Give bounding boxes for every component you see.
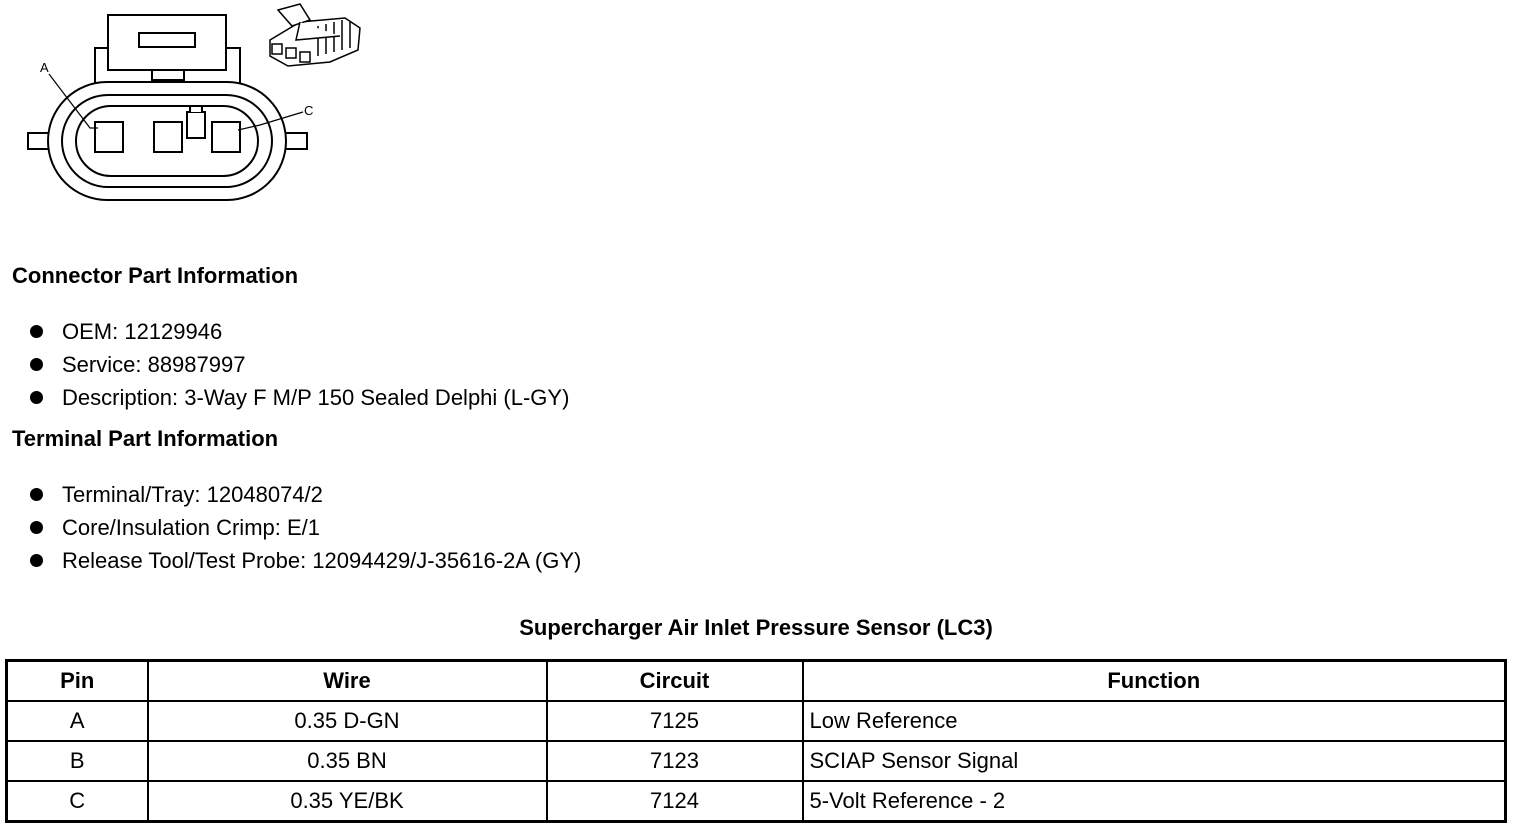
cell-function: SCIAP Sensor Signal bbox=[803, 741, 1506, 781]
table-title: Supercharger Air Inlet Pressure Sensor (LC3) bbox=[519, 615, 993, 640]
cell-wire: 0.35 YE/BK bbox=[148, 781, 547, 822]
pin-label-a: A bbox=[40, 60, 49, 75]
list-item-label: Release Tool/Test Probe: 12094429/J-35616-2A (GY) bbox=[62, 548, 582, 573]
cell-wire: 0.35 D-GN bbox=[148, 701, 547, 741]
bullet-icon bbox=[30, 488, 43, 501]
key-slot bbox=[187, 112, 205, 138]
cell-pin: C bbox=[7, 781, 148, 822]
table-row bbox=[7, 741, 1506, 781]
list-item-label: Core/Insulation Crimp: E/1 bbox=[62, 515, 320, 540]
cavity-b bbox=[154, 122, 182, 152]
list-item-label: Description: 3-Way F M/P 150 Sealed Delphi (L-GY) bbox=[62, 385, 570, 410]
pin-label-c: C bbox=[304, 103, 314, 118]
column-header-function: Function bbox=[803, 661, 1506, 702]
table-header-row bbox=[7, 661, 1506, 702]
table-row bbox=[7, 701, 1506, 741]
connector-latch bbox=[95, 15, 240, 84]
bullet-icon bbox=[30, 554, 43, 567]
bullet-icon bbox=[30, 521, 43, 534]
cell-wire: 0.35 BN bbox=[148, 741, 547, 781]
column-header-circuit: Circuit bbox=[547, 661, 803, 702]
list-item-label: Service: 88987997 bbox=[62, 352, 246, 377]
cell-pin: B bbox=[7, 741, 148, 781]
cell-pin: A bbox=[7, 701, 148, 741]
connector-part-info-heading: Connector Part Information bbox=[12, 263, 299, 288]
bullet-icon bbox=[30, 325, 43, 338]
cell-function: Low Reference bbox=[803, 701, 1506, 741]
list-item-label: OEM: 12129946 bbox=[62, 319, 223, 344]
connector-thumbnail bbox=[270, 4, 360, 66]
cell-function: 5-Volt Reference - 2 bbox=[803, 781, 1506, 822]
cavity-c bbox=[212, 122, 240, 152]
column-header-wire: Wire bbox=[148, 661, 547, 702]
column-header-pin: Pin bbox=[7, 661, 148, 702]
bullet-icon bbox=[30, 358, 43, 371]
cavity-a bbox=[95, 122, 123, 152]
pinout-table bbox=[5, 659, 1507, 823]
terminal-part-info-heading: Terminal Part Information bbox=[12, 426, 279, 451]
connector-diagram bbox=[0, 0, 400, 220]
cell-circuit: 7124 bbox=[547, 781, 803, 822]
cell-circuit: 7125 bbox=[547, 701, 803, 741]
bullet-icon bbox=[30, 391, 43, 404]
list-item-label: Terminal/Tray: 12048074/2 bbox=[62, 482, 323, 507]
table-row bbox=[7, 781, 1506, 822]
cell-circuit: 7123 bbox=[547, 741, 803, 781]
